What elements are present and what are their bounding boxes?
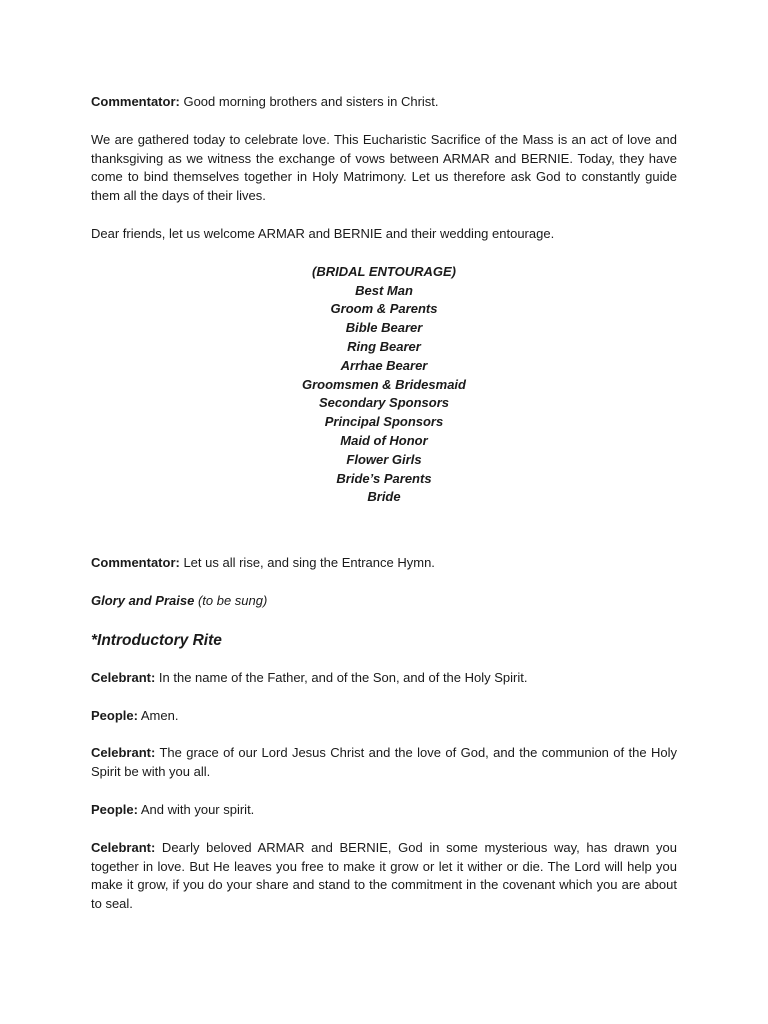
- dialogue-text: In the name of the Father, and of the Son, and of the Holy Spirit.: [155, 669, 528, 685]
- section-heading: *Introductory Rite: [91, 631, 222, 649]
- commentator-greeting: [91, 93, 677, 112]
- dialogue-text: The grace of our Lord Jesus Christ and the love of God, and the communion of the Holy Spirit be with you all.: [91, 745, 677, 780]
- entourage-item: Bible Bearer: [345, 320, 423, 336]
- entourage-item: Maid of Honor: [340, 432, 428, 448]
- dialogue-line: [91, 669, 677, 688]
- rise-text: Let us all rise, and sing the Entrance Hymn.: [179, 555, 435, 571]
- speaker-label: People:: [91, 707, 138, 723]
- entourage-item: Bride’s Parents: [336, 470, 432, 486]
- speaker-label: Celebrant:: [91, 669, 156, 685]
- entourage-item: Best Man: [355, 282, 413, 298]
- entourage-item: Ring Bearer: [347, 338, 421, 354]
- dialogue-line: [91, 801, 677, 820]
- entourage-item: Principal Sponsors: [324, 414, 444, 430]
- entourage-heading: (BRIDAL ENTOURAGE): [312, 263, 456, 279]
- speaker-label: Celebrant:: [91, 745, 156, 761]
- speaker-label: Commentator:: [91, 94, 180, 109]
- speaker-label: Celebrant:: [91, 839, 156, 855]
- entourage-item: Groomsmen & Bridesmaid: [302, 376, 466, 392]
- greeting-text: Good morning brothers and sisters in Christ.: [179, 94, 439, 109]
- speaker-label: People:: [91, 801, 138, 817]
- bridal-entourage-list: [91, 263, 677, 507]
- entourage-item: Flower Girls: [346, 451, 422, 467]
- entourage-item: Arrhae Bearer: [340, 357, 428, 373]
- dialogue-text: Dearly beloved ARMAR and BERNIE, God in some mysterious way, has drawn you together in love. But He leaves you free to make it grow or let it wither or die. The Lord will help you make it grow, if you do your share and stand to the commitment in the covenant which you are about to seal.: [91, 839, 677, 912]
- entourage-item: Bride: [367, 489, 401, 505]
- entrance-hymn: [91, 592, 677, 611]
- dialogue-text: And with your spirit.: [137, 801, 255, 817]
- hymn-title: Glory and Praise: [91, 592, 195, 608]
- document-page: [91, 93, 677, 933]
- welcome-entourage-text: Dear friends, let us welcome ARMAR and BERNIE and their wedding entourage.: [91, 225, 555, 241]
- welcome-paragraph: We are gathered today to celebrate love. This Eucharistic Sacrifice of the Mass is an act of love and thanksgiving as we witness the exchange of vows between ARMAR and BERNIE. Today, they have come to bind themselves together in Holy Matrimony. Let us therefore ask God to constantly guide them all the days of their lives.: [91, 131, 677, 204]
- hymn-note: (to be sung): [194, 592, 268, 608]
- entourage-item: Secondary Sponsors: [318, 395, 450, 411]
- dialogue-line: [91, 839, 677, 914]
- dialogue-text: Amen.: [137, 707, 179, 723]
- commentator-rise: [91, 554, 677, 573]
- entourage-item: Groom & Parents: [330, 301, 438, 317]
- dialogue-line: [91, 744, 677, 782]
- dialogue-line: [91, 707, 677, 726]
- speaker-label: Commentator:: [91, 555, 180, 571]
